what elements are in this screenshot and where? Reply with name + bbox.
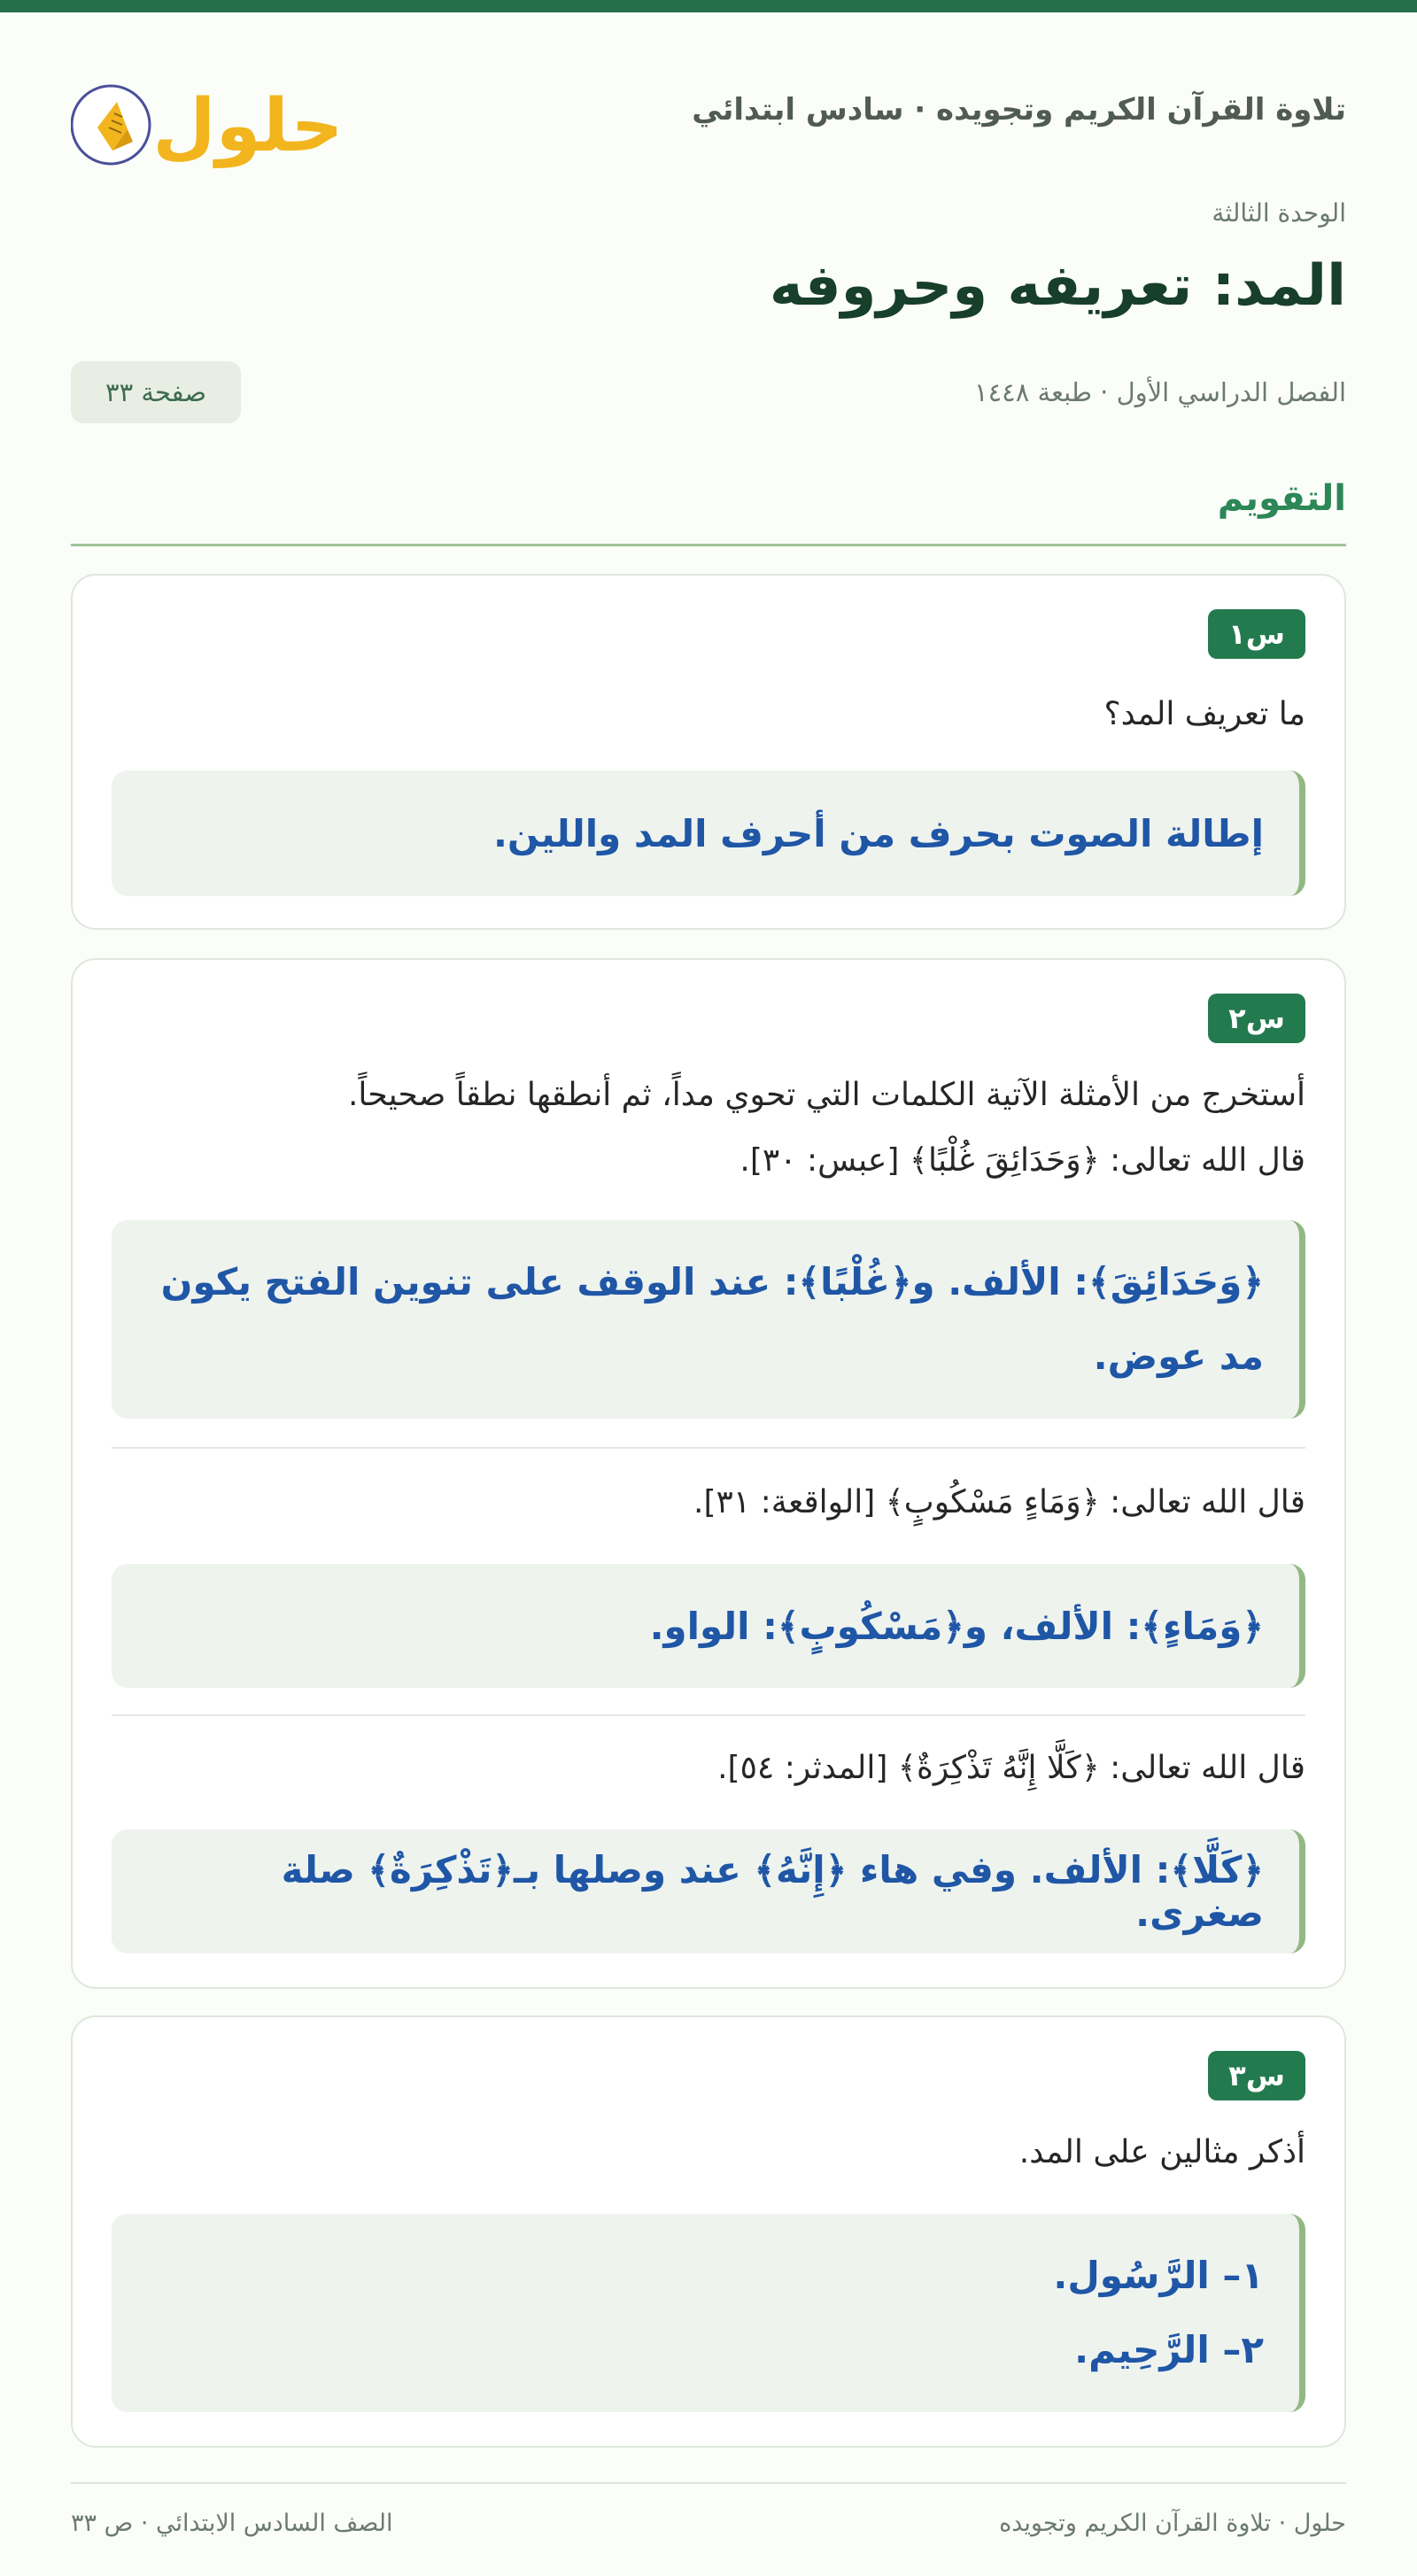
verse-text: قال الله تعالى: ﴿وَحَدَائِقَ غُلْبًا﴾ [عبس: ٣٠]. — [739, 1142, 1305, 1179]
answer-text: مد عوض. — [1093, 1334, 1264, 1378]
lesson-title: المد: تعريفه وحروفه — [769, 253, 1346, 319]
page-number-badge: صفحة ٣٣ — [71, 361, 241, 423]
answer-text: إطالة الصوت بحرف من أحرف المد واللين. — [492, 811, 1264, 855]
page-header — [71, 53, 1346, 168]
section-title: التقويم — [1217, 478, 1346, 519]
question-text: ما تعريف المد؟ — [1103, 696, 1305, 732]
part-divider — [112, 1447, 1305, 1449]
section-divider — [71, 544, 1346, 546]
hulul-logo[interactable] — [71, 62, 337, 177]
answer-box — [112, 1220, 1305, 1419]
question-text: أستخرج من الأمثلة الآتية الكلمات التي تحوي مداً، ثم أنطقها نطقاً صحيحاً. — [347, 1077, 1305, 1113]
verse-text: قال الله تعالى: ﴿كَلَّا إِنَّهُ تَذْكِرَةٌ﴾ [المدثر: ٥٤]. — [717, 1750, 1305, 1786]
book-title: تلاوة القرآن الكريم وتجويده · سادس ابتدائي — [692, 92, 1346, 128]
answer-box — [112, 1830, 1305, 1953]
answer-item: ١– الرَّسُول. — [1053, 2254, 1264, 2297]
answer-text: ﴿وَحَدَائِقَ﴾: الألف. و﴿غُلْبًا﴾: عند الوقف على تنوين الفتح يكون — [160, 1260, 1264, 1303]
question-text: أذكر مثالين على المد. — [1018, 2134, 1305, 2170]
footer-source: حلول · تلاوة القرآن الكريم وتجويده — [999, 2510, 1346, 2537]
answer-box — [112, 2214, 1305, 2412]
term-edition: الفصل الدراسي الأول · طبعة ١٤٤٨ — [974, 377, 1346, 407]
footer-divider — [71, 2482, 1346, 2484]
question-badge: س١ — [1208, 609, 1305, 659]
answer-text: ﴿كَلَّا﴾: الألف. وفي هاء ﴿إِنَّهُ﴾ عند وصلها بـ﴿تَذْكِرَةٌ﴾ صلة صغرى. — [281, 1848, 1264, 1935]
part-divider — [112, 1714, 1305, 1716]
answer-text: ﴿وَمَاءٍ﴾: الألف، و﴿مَسْكُوبٍ﴾: الواو. — [649, 1604, 1264, 1648]
answer-box — [112, 770, 1305, 896]
unit-label: الوحدة الثالثة — [1212, 198, 1346, 228]
question-badge: س٣ — [1208, 2051, 1305, 2100]
question-card-3 — [71, 2015, 1346, 2448]
answer-item: ٢– الرَّحِيم. — [1074, 2328, 1264, 2371]
question-card-1 — [71, 574, 1346, 930]
question-badge: س٢ — [1208, 994, 1305, 1043]
footer-grade-page: الصف السادس الابتدائي · ص ٣٣ — [71, 2510, 393, 2537]
question-card-2 — [71, 958, 1346, 1989]
logo-wordmark: حلول — [152, 84, 337, 168]
answer-box — [112, 1564, 1305, 1688]
top-accent-bar — [0, 0, 1417, 12]
verse-text: قال الله تعالى: ﴿وَمَاءٍ مَسْكُوبٍ﴾ [الواقعة: ٣١]. — [693, 1484, 1305, 1520]
